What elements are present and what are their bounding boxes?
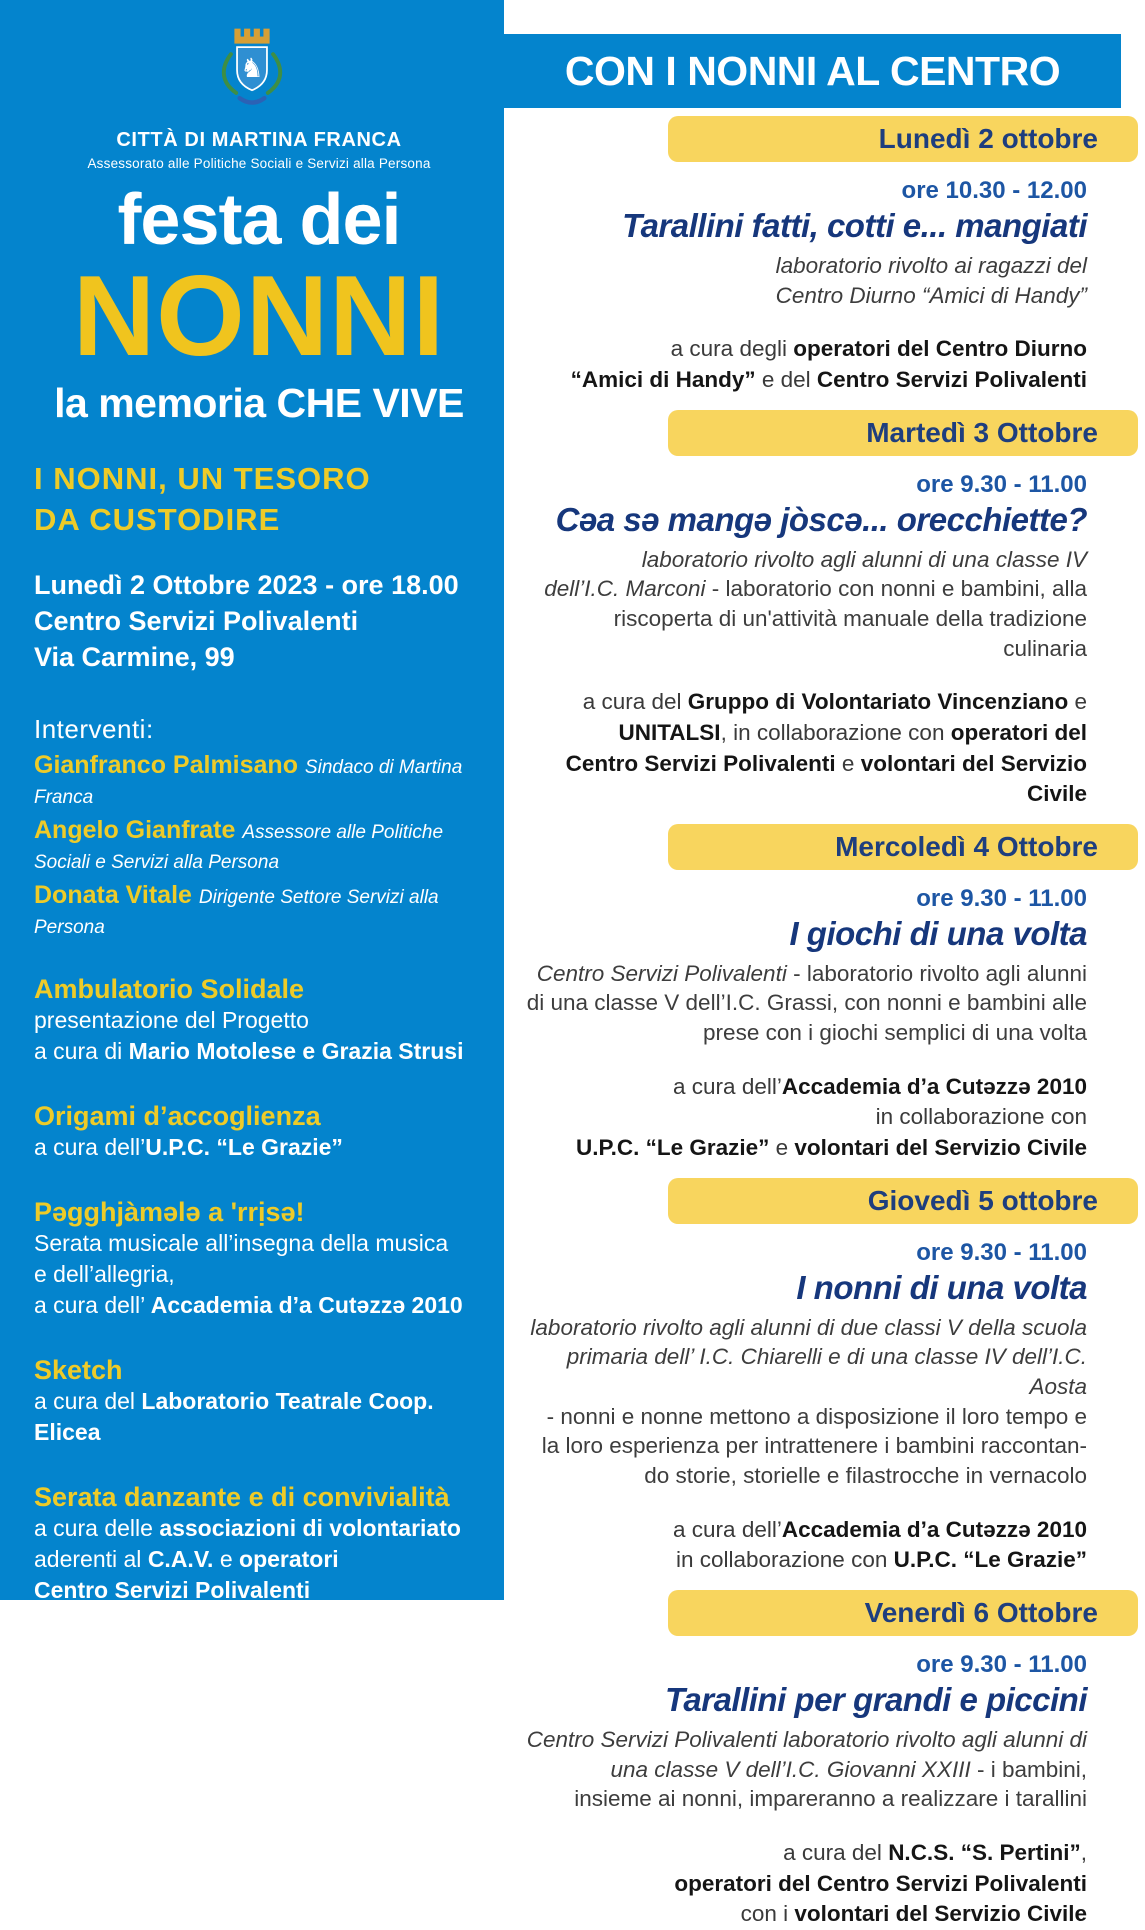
- svg-text:♞: ♞: [240, 53, 264, 85]
- credit-line: “Amici di Handy” e del Centro Servizi Polivalenti: [570, 366, 1087, 392]
- event-title: Tarallini fatti, cotti e... mangiati: [622, 207, 1087, 244]
- event-description: [526, 251, 1087, 310]
- program-line: a cura del Laboratorio Teatrale Coop. Elicea: [34, 1388, 434, 1446]
- event-date: Lunedì 2 Ottobre 2023 - ore 18.00: [34, 569, 459, 600]
- credit-line: Centro Servizi Polivalenti e volontari del Servizio Civile: [565, 750, 1087, 807]
- program-item-sketch: [34, 1354, 484, 1448]
- credit-line: in collaborazione con U.P.C. “Le Grazie”: [675, 1547, 1087, 1573]
- desc-line: di una classe V dell’I.C. Grassi, con nonni e bambini alle: [526, 990, 1087, 1016]
- event-credit: [526, 687, 1087, 809]
- desc-line: riscoperta di un'attività manuale della tradizione culinaria: [613, 605, 1087, 661]
- program-line: a cura dell’ Accademia d’a Cutəzzə 2010: [34, 1292, 463, 1319]
- desc-line: laboratorio rivolto agli alunni di una classe IV: [641, 546, 1087, 572]
- day-body: [504, 162, 1145, 396]
- event-time: ore 10.30 - 12.00: [901, 177, 1087, 204]
- speaker-item: [34, 815, 484, 875]
- program-heading: Sketch: [34, 1354, 123, 1385]
- credit-line: a cura del Gruppo di Volontariato Vincenziano e: [582, 689, 1087, 715]
- program-heading: Pəgghjàmələ a 'rrịsə!: [34, 1197, 305, 1228]
- right-panel: [504, 0, 1145, 1927]
- day-body: [504, 1636, 1145, 1930]
- subtitle-line2: DA CUSTODIRE: [34, 501, 281, 537]
- city-name: CITTÀ DI MARTINA FRANCA: [116, 129, 402, 151]
- desc-line: dell’I.C. Marconi - laboratorio con nonni e bambini, alla: [544, 576, 1087, 602]
- subtitle-line1: I NONNI, UN TESORO: [34, 460, 371, 496]
- event-title: Tarallini per grandi e piccini: [664, 1680, 1087, 1718]
- day-banner-label: Lunedì 2 ottobre: [878, 123, 1098, 154]
- event-description: [526, 959, 1087, 1048]
- day-banner-label: Mercoledì 4 Ottobre: [835, 830, 1098, 862]
- event-description: [526, 1725, 1087, 1814]
- speaker-item: [34, 750, 484, 810]
- speakers-list: [34, 750, 484, 940]
- interventi-label: Interventi:: [34, 713, 154, 744]
- event-title: Cəa sə mangə jòscə... orecchiette?: [555, 500, 1087, 538]
- left-panel: [0, 0, 504, 1603]
- program-line: Centro Servizi Polivalenti: [34, 1576, 311, 1603]
- day-section-tuesday: [504, 410, 1145, 810]
- coat-of-arms-graphic: [208, 24, 296, 116]
- program-line: a cura dell’U.P.C. “Le Grazie”: [34, 1134, 343, 1161]
- day-banner: [668, 1178, 1138, 1224]
- event-credit: [526, 1072, 1087, 1164]
- desc-line: primaria dell’ I.C. Chiarelli e di una classe IV dell’I.C. Aosta: [566, 1344, 1087, 1399]
- desc-line: insieme ai nonni, impareranno a realizzare i tarallini: [574, 1786, 1087, 1812]
- day-banner: [668, 824, 1138, 870]
- day-banner-label: Giovedì 5 ottobre: [867, 1184, 1098, 1216]
- city-crest-icon: [34, 24, 470, 121]
- credit-line: a cura dell’Accademia d’a Cutəzzə 2010: [673, 1516, 1087, 1542]
- credit-line: a cura del N.C.S. “S. Pertini”,: [783, 1839, 1087, 1865]
- desc-line: Centro Servizi Polivalenti - laboratorio rivolto agli alunni: [536, 960, 1087, 986]
- event-address: Via Carmine, 99: [34, 642, 235, 673]
- event-time: ore 9.30 - 11.00: [916, 470, 1087, 498]
- department-name: Assessorato alle Politiche Sociali e Servizi alla Persona: [87, 156, 431, 171]
- event-time: ore 9.30 - 11.00: [916, 1238, 1087, 1266]
- desc-line: Centro Servizi Polivalenti laboratorio rivolto agli alunni di: [526, 1726, 1087, 1752]
- program-item-serata-danzante: [34, 1481, 484, 1606]
- day-section-friday: [504, 1590, 1145, 1930]
- credit-line: in collaborazione con: [875, 1104, 1087, 1130]
- day-banner: [668, 1590, 1138, 1636]
- poster-title-line2: NONNI: [72, 252, 446, 380]
- credit-line: con i volontari del Servizio Civile: [740, 1901, 1087, 1927]
- desc-line: do storie, storielle e filastrocche in vernacolo: [644, 1462, 1087, 1488]
- day-banner: [668, 116, 1138, 162]
- desc-line: una classe V dell’I.C. Giovanni XXIII - i bambini,: [610, 1756, 1087, 1782]
- speaker-name: Angelo Gianfrate: [34, 815, 236, 844]
- program-line: a cura di Mario Motolese e Grazia Strusi: [34, 1038, 464, 1065]
- day-banner-label: Martedì 3 Ottobre: [866, 416, 1098, 448]
- desc-line: - nonni e nonne mettono a disposizione il loro tempo e: [546, 1403, 1087, 1429]
- event-time: ore 9.30 - 11.00: [916, 1650, 1087, 1678]
- program-heading: Serata danzante e di convivialità: [34, 1481, 450, 1512]
- day-banner: [668, 410, 1138, 456]
- header-banner-label: CON I NONNI AL CENTRO: [564, 47, 1061, 94]
- poster-title-line1: festa dei: [117, 180, 401, 260]
- event-time: ore 9.30 - 11.00: [916, 884, 1087, 912]
- speaker-name: Gianfranco Palmisano: [34, 750, 298, 779]
- day-body: [504, 1224, 1145, 1576]
- day-section-monday: [504, 116, 1145, 396]
- speaker-item: [34, 880, 484, 940]
- desc-line: laboratorio rivolto agli alunni di due classi V della scuola: [530, 1314, 1087, 1340]
- desc-line: laboratorio rivolto ai ragazzi del: [775, 253, 1087, 278]
- event-description: [526, 545, 1087, 664]
- credit-line: UNITALSI, in collaborazione con operatori del: [618, 719, 1087, 745]
- day-body: [504, 456, 1145, 810]
- credit-line: a cura degli operatori del Centro Diurno: [670, 336, 1087, 362]
- program-item-origami: [34, 1100, 484, 1163]
- credit-line: a cura dell’Accademia d’a Cutəzzə 2010: [673, 1073, 1087, 1099]
- program-item-pegghjamele: [34, 1196, 484, 1321]
- event-credit: [526, 334, 1087, 395]
- event-info: [34, 567, 484, 676]
- program-line: Serata musicale all’insegna della musica: [34, 1230, 449, 1257]
- program-line: aderenti al C.A.V. e operatori: [34, 1546, 339, 1573]
- event-credit: [526, 1838, 1087, 1930]
- day-body: [504, 870, 1145, 1164]
- day-banner-label: Venerdì 6 Ottobre: [864, 1596, 1098, 1628]
- credit-line: operatori del Centro Servizi Polivalenti: [674, 1870, 1087, 1896]
- poster-title-line3: la memoria CHE VIVE: [54, 379, 464, 426]
- program-item-ambulatorio: [34, 973, 484, 1067]
- day-section-thursday: [504, 1178, 1145, 1576]
- desc-line: prese con i giochi semplici di una volta: [703, 1020, 1087, 1046]
- day-section-wednesday: [504, 824, 1145, 1164]
- desc-line: Centro Diurno “Amici di Handy”: [775, 282, 1087, 308]
- header-banner: [504, 34, 1121, 108]
- speaker-role: Sindaco di Martina Franca: [34, 756, 463, 808]
- event-title: I giochi di una volta: [789, 914, 1087, 952]
- event-venue: Centro Servizi Polivalenti: [34, 605, 359, 636]
- program-heading: Origami d’accoglienza: [34, 1100, 321, 1131]
- program-line: presentazione del Progetto: [34, 1007, 309, 1034]
- program-line: e dell’allegria,: [34, 1261, 175, 1288]
- program-line: a cura delle associazioni di volontariato: [34, 1515, 461, 1542]
- credit-line: U.P.C. “Le Grazie” e volontari del Servizio Civile: [575, 1134, 1087, 1160]
- event-description: [526, 1313, 1087, 1491]
- speaker-role: Dirigente Settore Servizi alla Persona: [34, 886, 439, 938]
- speaker-role: Assessore alle Politiche Sociali e Servizi alla Persona: [34, 821, 444, 873]
- event-credit: [526, 1515, 1087, 1576]
- program-heading: Ambulatorio Solidale: [34, 973, 305, 1004]
- desc-line: la loro esperienza per intrattenere i bambini raccontan-: [541, 1433, 1087, 1459]
- event-title: I nonni di una volta: [796, 1268, 1087, 1306]
- speaker-name: Donata Vitale: [34, 880, 192, 909]
- poster-subtitle: [34, 459, 484, 541]
